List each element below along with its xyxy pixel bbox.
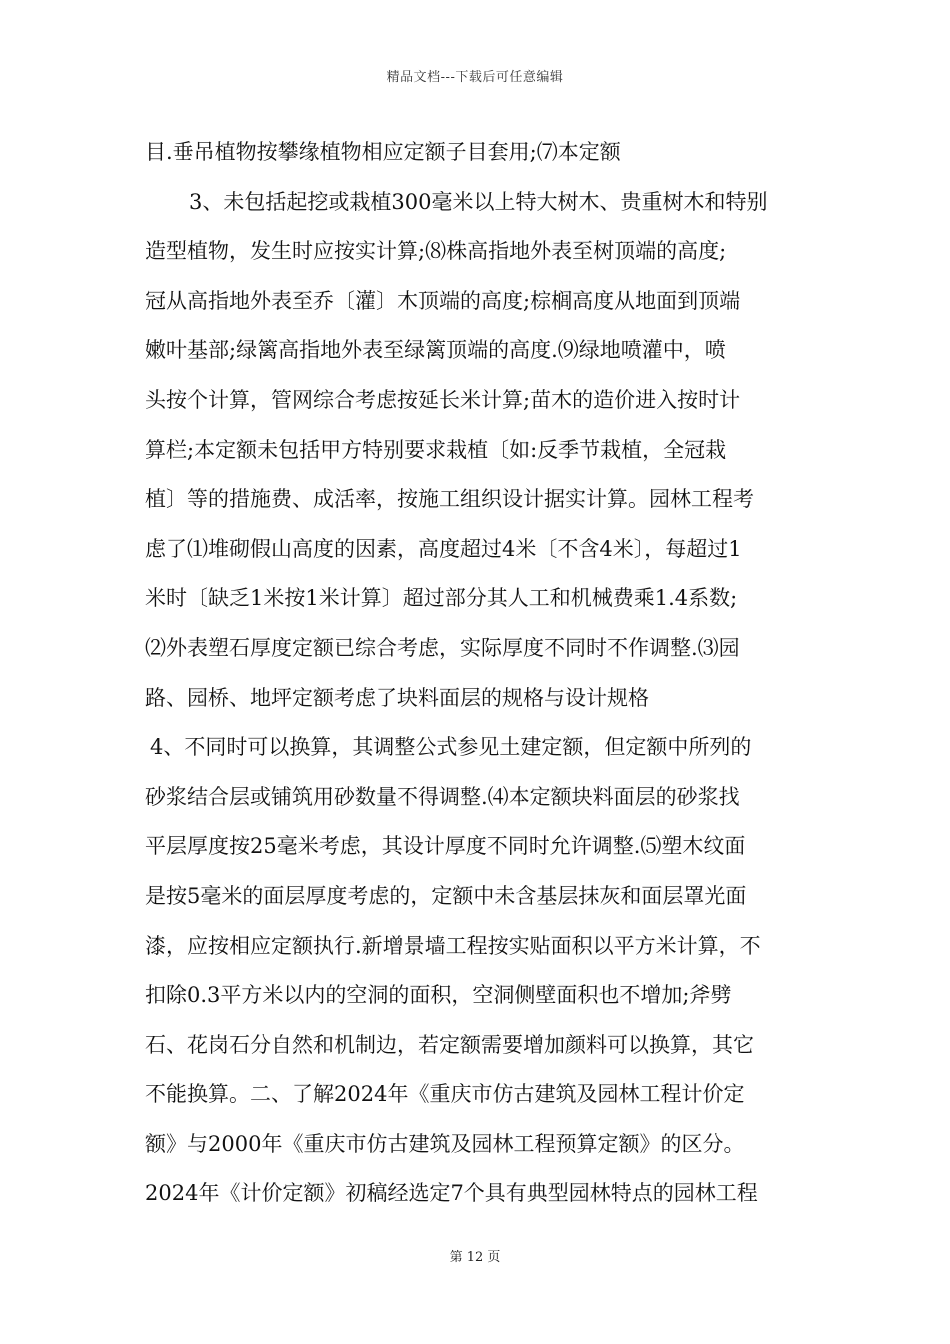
- text-line: 漆，应按相应定额执行.新增景墙工程按实贴面积以平方米计算，不: [145, 933, 761, 958]
- text-line: 是按5毫米的面层厚度考虑的，定额中未含基层抹灰和面层罩光面: [145, 883, 747, 908]
- text-line: 不能换算。二、了解2024年《重庆市仿古建筑及园林工程计价定: [145, 1082, 745, 1107]
- text-line: 米时〔缺乏1米按1米计算〕超过部分其人工和机械费乘1.4系数;: [145, 586, 738, 611]
- text-line: 2024年《计价定额》初稿经选定7个具有典型园林特点的园林工程: [145, 1181, 758, 1206]
- text-line: 路、园桥、地坪定额考虑了块料面层的规格与设计规格: [145, 685, 649, 710]
- text-line: 嫩叶基部;绿篱高指地外表至绿篱顶端的高度.⑼绿地喷灌中，喷: [145, 338, 726, 363]
- text-line: 平层厚度按25毫米考虑，其设计厚度不同时允许调整.⑸塑木纹面: [145, 834, 746, 859]
- text-line: 算栏;本定额未包括甲方特别要求栽植〔如:反季节栽植，全冠栽: [145, 437, 727, 462]
- text-line: 砂浆结合层或铺筑用砂数量不得调整.⑷本定额块料面层的砂浆找: [145, 784, 740, 809]
- text-line: 虑了⑴堆砌假山高度的因素，高度超过4米〔不含4米〕，每超过1: [145, 536, 742, 561]
- text-line: 造型植物，发生时应按实计算;⑻株高指地外表至树顶端的高度;: [145, 239, 727, 264]
- page-header: 精品文档---下载后可任意编辑: [386, 70, 564, 85]
- page-number: 第 12 页: [449, 1250, 501, 1265]
- text-line: 扣除0.3平方米以内的空洞的面积，空洞侧壁面积也不增加;斧劈: [145, 983, 732, 1008]
- text-line: 头按个计算，管网综合考虑按延长米计算;苗木的造价进入按时计: [145, 387, 741, 412]
- text-line: 植〕等的措施费、成活率，按施工组织设计据实计算。园林工程考: [145, 487, 754, 512]
- text-line: 额》与2000年《重庆市仿古建筑及园林工程预算定额》的区分。: [145, 1131, 745, 1156]
- text-line: 3、未包括起挖或栽植300毫米以上特大树木、贵重树木和特别: [189, 189, 768, 214]
- document-body: [145, 128, 810, 1219]
- text-line: ⑵外表塑石厚度定额已综合考虑，实际厚度不同时不作调整.⑶园: [145, 635, 740, 660]
- text-line: 目.垂吊植物按攀缘植物相应定额子目套用;⑺本定额: [145, 140, 621, 164]
- text-line: 4、不同时可以换算，其调整公式参见土建定额，但定额中所列的: [150, 735, 752, 760]
- text-line: 石、花岗石分自然和机制边，若定额需要增加颜料可以换算，其它: [145, 1032, 754, 1057]
- text-line: 冠从高指地外表至乔〔灌〕木顶端的高度;棕榈高度从地面到顶端: [145, 288, 741, 313]
